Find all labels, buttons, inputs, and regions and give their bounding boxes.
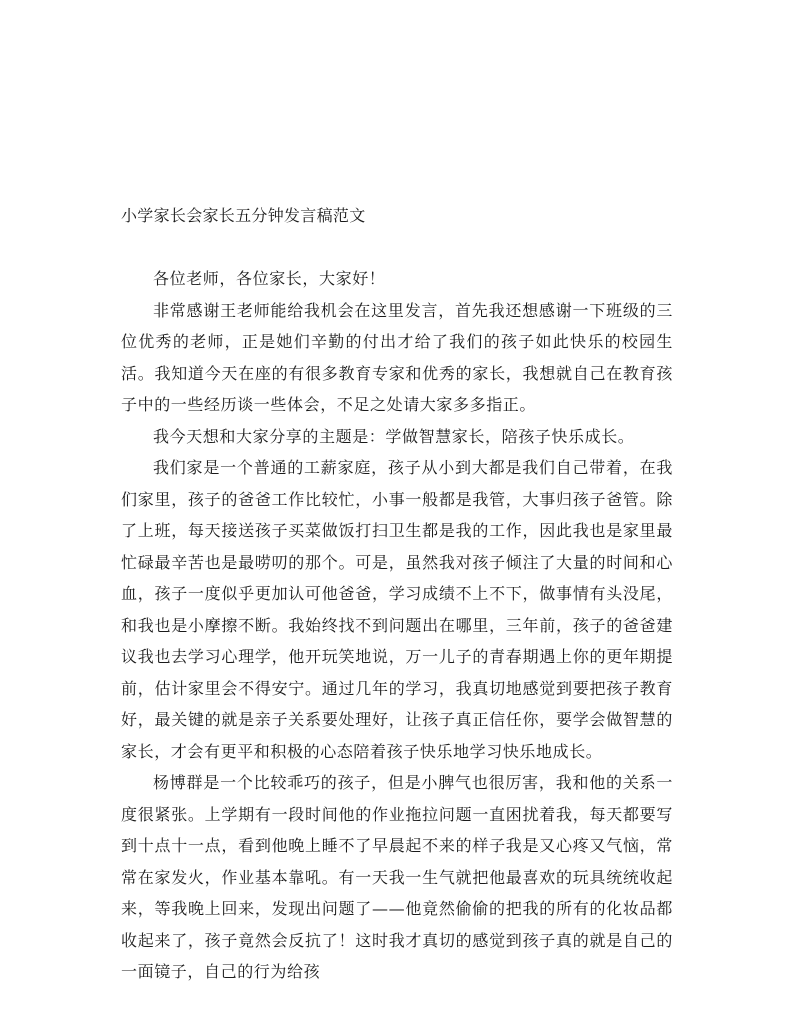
paragraph-thanks: 非常感谢王老师能给我机会在这里发言，首先我还想感谢一下班级的三位优秀的老师，正是她们辛勤的付出才给了我们的孩子如此快乐的校园生活。我知道今天在座的有很多教育专家和优秀的家长，我想就自己在教育孩子中的一些经历谈一些体会，不足之处请大家多多指正。 [121, 300, 673, 414]
document-title: 小学家长会家长五分钟发言稿范文 [121, 206, 366, 225]
paragraph-greeting: 各位老师，各位家长，大家好！ [153, 269, 386, 288]
paragraph-theme: 我今天想和大家分享的主题是：学做智慧家长，陪孩子快乐成长。 [153, 426, 635, 446]
paragraph-family: 我们家是一个普通的工薪家庭，孩子从小到大都是我们自己带着，在我们家里，孩子的爸爸工作比较忙，小事一般都是我管，大事归孩子爸管。除了上班，每天接送孩子买菜做饭打扫卫生都是我的工作，因此我也是家里最忙碌最辛苦也是最唠叨的那个。可是，虽然我对孩子倾注了大量的时间和心血，孩子一度似乎更加认可他爸爸，学习成绩不上不下，做事情有头没尾，和我也是小摩擦不断。我始终找不到问题出在哪里，三年前，孩子的爸爸建议我也去学习心理学，他开玩笑地说，万一儿子的青春期遇上你的更年期提前，估计家里会不得安宁。通过几年的学习，我真切地感觉到要把孩子教育好，最关键的就是亲子关系要处理好，让孩子真正信任你，要学会做智慧的家长，才会有更平和积极的心态陪着孩子快乐地学习快乐地成长。 [121, 458, 673, 761]
paragraph-child-story: 杨博群是一个比较乖巧的孩子，但是小脾气也很厉害，我和他的关系一度很紧张。上学期有一段时间他的作业拖拉问题一直困扰着我，每天都要写到十点十一点，看到他晚上睡不了早晨起不来的样子我是又心疼又气恼，常常在家发火，作业基本靠吼。有一天我一生气就把他最喜欢的玩具统统收起来，等我晚上回来，发现出问题了——他竟然偷偷的把我的所有的化妆品都收起来了，孩子竟然会反抗了！这时我才真切的感觉到孩子真的就是自己的一面镜子，自己的行为给孩 [121, 773, 673, 981]
document-body [121, 263, 673, 988]
